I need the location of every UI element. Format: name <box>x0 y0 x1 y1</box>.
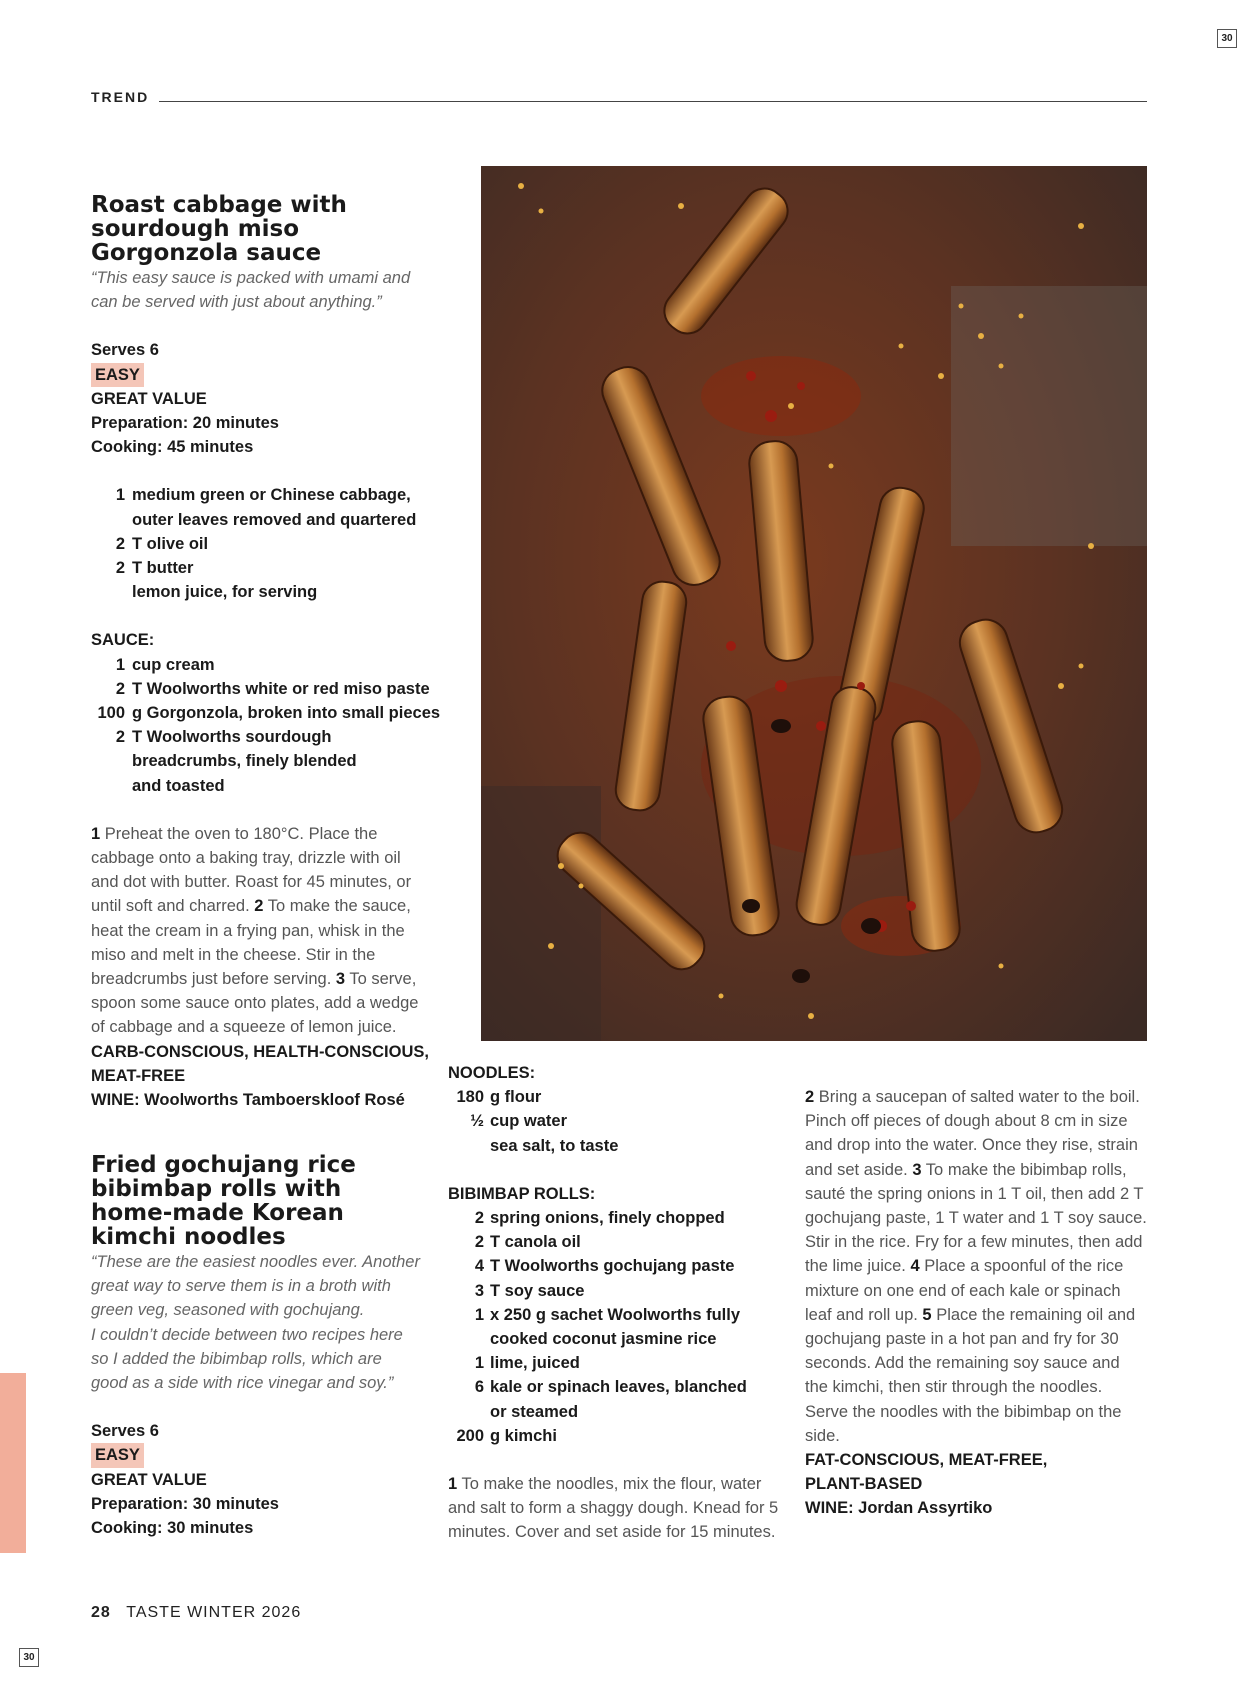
ingredient-row: 3 T soy sauce <box>474 1281 585 1300</box>
ingredient-row: or steamed <box>490 1402 579 1421</box>
difficulty-badge: EASY <box>91 1443 144 1467</box>
recipe-2-method-step-1: 1 To make the noodles, mix the flour, water and salt to form a shaggy dough. Knead for 5 minutes. Cover and set aside for 15 minutes. <box>448 1475 779 1542</box>
bibimbap-rolls-heading: BIBIMBAP ROLLS: <box>448 1184 596 1203</box>
ingredient-row: 6 kale or spinach leaves, blanched <box>474 1378 747 1397</box>
recipe-2-title: Fried gochujang rice bibimbap rolls with home-made Korean kimchi noodles <box>91 1152 356 1250</box>
recipe-2-meta: Serves 6 EASY GREAT VALUE Preparation: 30 minutes Cooking: 30 minutes <box>91 1422 279 1538</box>
recipe-2-method-steps: 2 Bring a saucepan of salted water to the boil. Pinch off pieces of dough about 8 cm in size and drop into the water. Once they rise, strain and set aside. 3 To make the bibimbap rolls, sauté the spring onions in 1 T oil, then add 2 T gochujang paste, 1 T water and 1 T soy sauce. Stir in the rice. Fry for a few minutes, then add the lime juice. 4 Place a spoonful of the rice mixture on one end of each kale or spinach leaf and roll up. 5 Place the remaining oil and gochujang paste in a hot pan and fry for 30 seconds. Add the remaining soy sauce and the kimchi, then stir through the noodles. Serve the noodles with the bibimbap on the side. <box>805 1088 1147 1445</box>
ingredient-row: sea salt, to taste <box>490 1136 619 1155</box>
page-number: 28 <box>91 1604 111 1621</box>
recipe-2 <box>91 1153 436 1540</box>
recipe-2-intro: “These are the easiest noodles ever. Another great way to serve them is in a broth with green veg, seasoned with gochujang. I couldn’t decide between two recipes here so I added the bibimbap rolls, which are good as a side with rice vinegar and soy.” <box>91 1253 420 1393</box>
magazine-issue: TASTE WINTER 2026 <box>126 1604 302 1621</box>
section-rule <box>159 101 1147 102</box>
ingredient-row: 2 T butter <box>115 559 194 578</box>
ingredient-row: 1 medium green or Chinese cabbage, <box>115 486 411 505</box>
ingredient-row: 1 x 250 g sachet Woolworths fully <box>474 1305 741 1324</box>
ingredient-row: lemon juice, for serving <box>132 583 318 602</box>
side-accent-tab <box>0 1373 26 1553</box>
recipe-2-tags: FAT-CONSCIOUS, MEAT-FREE, PLANT-BASED WINE: Jordan Assyrtiko <box>805 1451 1048 1518</box>
noodles-ingredients <box>448 1085 788 1158</box>
ingredient-row: 100 g Gorgonzola, broken into small pieces <box>97 704 441 723</box>
page-footer <box>91 1604 301 1622</box>
ingredient-row: 180 g flour <box>456 1088 542 1107</box>
ingredient-row: 2 T olive oil <box>115 534 209 553</box>
ingredient-row: 4 T Woolworths gochujang paste <box>474 1257 735 1276</box>
ingredient-row: breadcrumbs, finely blended <box>132 752 357 771</box>
ingredient-row: ½ cup water <box>470 1112 568 1131</box>
difficulty-badge: EASY <box>91 363 144 387</box>
recipe-1-tags: CARB-CONSCIOUS, HEALTH-CONSCIOUS, MEAT-FREE WINE: Woolworths Tamboerskloof Rosé <box>91 1042 429 1110</box>
noodles-heading: NOODLES: <box>448 1064 536 1082</box>
page-marker-top: 30 <box>1217 29 1237 48</box>
recipe-1-sauce-ingredients <box>91 653 441 798</box>
roasted-fish-image <box>481 166 1147 1041</box>
recipe-2-ingredients-column <box>448 1061 788 1545</box>
ingredient-row: 2 spring onions, finely chopped <box>474 1209 725 1228</box>
ingredient-row: 2 T Woolworths sourdough <box>115 728 332 747</box>
page-marker-bottom: 30 <box>19 1648 39 1667</box>
ingredient-row: outer leaves removed and quartered <box>132 510 417 529</box>
ingredient-row: and toasted <box>132 776 225 795</box>
recipe-1-meta: Serves 6 EASY GREAT VALUE Preparation: 20 minutes Cooking: 45 minutes <box>91 341 279 457</box>
ingredient-row: 2 T Woolworths white or red miso paste <box>115 679 430 698</box>
bibimbap-rolls-ingredients <box>448 1206 788 1448</box>
recipe-1-ingredients <box>91 483 436 604</box>
ingredient-row: 1 lime, juiced <box>474 1354 580 1373</box>
ingredient-row: 200 g kimchi <box>456 1426 557 1445</box>
recipe-1-title: Roast cabbage with sourdough miso Gorgonzola sauce <box>91 192 347 266</box>
recipe-1-method: 1 Preheat the oven to 180°C. Place the cabbage onto a baking tray, drizzle with oil and dot with butter. Roast for 45 minutes, or until soft and charred. 2 To make the sauce, heat the cream in a frying pan, whisk in the miso and melt in the cheese. Stir in the breadcrumbs just before serving. 3 To serve, spoon some sauce onto plates, add a wedge of cabbage and a squeeze of lemon juice. <box>91 824 419 1037</box>
recipe-1-intro: “This easy sauce is packed with umami and can be served with just about anything.” <box>91 269 411 312</box>
recipe-1 <box>91 192 441 1112</box>
ingredient-row: 2 T canola oil <box>474 1233 581 1252</box>
section-label: TREND <box>91 89 150 105</box>
sauce-heading: SAUCE: <box>91 631 155 650</box>
ingredient-row: cooked coconut jasmine rice <box>490 1330 717 1349</box>
ingredient-row: 1 cup cream <box>115 655 215 674</box>
food-photo <box>481 166 1147 1041</box>
recipe-2-method-column <box>805 1085 1147 1521</box>
